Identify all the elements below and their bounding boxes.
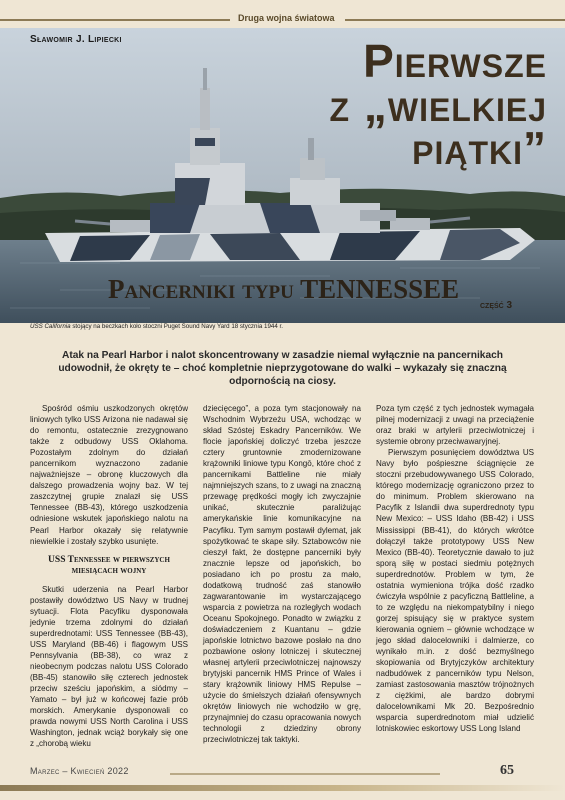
- page-number: 65: [500, 763, 514, 778]
- column-3: [376, 403, 534, 734]
- title-line-1: Pierwsze: [363, 35, 547, 87]
- paragraph: Spośród ośmiu uszkodzonych okrętów liniowych tylko USS Arizona nie nadawał się do remontu, ostatecznie zrezygnowano także z odbudowy USS Oklahoma. Pozostałym zdolnym do działań pancernikom wyznaczono zadanie najważniejsze – obronę kluczowych dla dalszego prowadzenia wojny baz. W tej zaszczytnej grupie znalazł się USS Tennessee (BB-43), którego uszkodzenia odniesione wskutek japońskiego nalotu na Pearl Harbor okazały się relatywnie niewielkie i zostały szybko usunięte.: [30, 404, 188, 546]
- author-name: Sławomir J. Lipiecki: [30, 34, 122, 45]
- caption-text: stojący na beczkach koło stoczni Puget Sound Navy Yard 18 stycznia 1944 r.: [70, 323, 283, 330]
- paragraph: Skutki uderzenia na Pearl Harbor postawiły dowództwo US Navy w trudnej sytuacji. Flota Pacyfiku dysponowała jedynie trzema zdolnymi do działań superdrednotami: USS Tennessee (BB-43), USS Maryland (BB-46) i flagowym USS Pennsylvania (BB-38), co wraz z nieobecnym podczas nalotu USS Colorado (BB-45) stanowiło siłę czterech jednostek przeciw sześciu japońskim, a siódmy – Yamato – był już w końcowej fazie prób morskich. Amerykanie dysponowali co prawda nowymi USS North Carolina i USS Washington, jednak wciąż borykały się one z „chorobą wieku: [30, 584, 188, 749]
- footer-rule: [170, 773, 440, 775]
- paragraph: dziecięcego”, a poza tym stacjonowały na Wschodnim Wybrzeżu USA, wchodząc w skład Szóstej Eskadry Pancerników. We flocie japońskiej doliczyć trzeba jeszcze cztery gruntownie zmodernizowane krążowniki liniowe typu Kongō, które choć z pancernikami Battleline nie miały najmniejszych szans, to z uwagi na znaczną przewagę prędkości mogły ich zwyczajnie unikać, skutecznie paraliżując amerykańskie linie komunikacyjne na Pacyfiku. Tym samym postawił dylemat, jak spożytkować te skape siły. Sztabowców nie cieszył fakt, że dostępne pancerniki były znacznie lepsze od japońskich, bo posiadano ich po prostu za mało, dodatkową trudność zaś stanowiło zagwarantowanie im wystarczającego wsparcia z powietrza na rozległych wodach Oceanu Spokojnego. Ponadto w związku z doświadczeniem z Kuantanu – gdzie japońskie lotnictwo bazowe posłało na dno pozbawione osłony lotniczej i skutecznej własnej artylerii przeciwlotniczej najnowszy brytyjski pancernik HMS Prince of Wales i stary krążownik liniowy HMS Repulse – użycie do śmielszych działań ofensywnych okrętów liniowych nie wchodziło w grę, przynajmniej do czasu opracowania nowych technologii z dziedziny obrony przeciwlotniczej tak taktyki.: [203, 404, 361, 745]
- issue-footer: [30, 766, 129, 776]
- section-label: Druga wojna światowa: [238, 13, 335, 23]
- part-label: część 3: [480, 300, 513, 311]
- photo-caption: [30, 323, 283, 330]
- issue-year: 2022: [107, 766, 129, 776]
- issue-months: Marzec – Kwiecień: [30, 766, 105, 776]
- bottom-rule: [0, 785, 565, 791]
- lead-paragraph: Atak na Pearl Harbor i nalot skoncentrowany w zasadzie niemal wyłącznie na pancernikach udowodnił, że okręty te – choć kompletnie nieprzygotowane do walki – wykazały się znaczną odpornością na ciosy.: [58, 350, 507, 387]
- article-title: [329, 35, 547, 175]
- column-2: [203, 403, 361, 745]
- caption-ship-name: USS California: [30, 323, 71, 330]
- title-line-2: z „wielkiej: [329, 78, 547, 131]
- section-subheading: USS Tennessee w pierwszych miesiącach wojny: [48, 554, 170, 576]
- paragraph: Pierwszym posunięciem dowództwa US Navy było pośpieszne ściągnięcie ze stoczni przebudowywanego USS Colorado, którego modernizację ograniczono przez to do minimum. Problem skierowano na Pacyfik z Islandii dwa superdrednoty typu New Mexico: – USS Idaho (BB-42) i USS Mississippi (BB-41), do których wkrótce dołączył także prototypowy USS New Mexico (BB-40). Teoretycznie dawało to już sporą siłę w postaci siedmiu potężnych superdrednotów. Problem w tym, że ostatnia wymieniona trójka dość rzadko ćwiczyła wspólnie z pacyficzną Battleline, a to ze względu na niekompatybilny i niego gorzej spisujący się w praktyce system kierowania ogniem – głównie wchodzące w jego skład dalocelowniki i dalmierze, co wynikało m.in. z dość bezmyślnego skopiowania od Brytyjczyków architektury nadbudówek z pancerników typu Nelson, zamiast zastosowania masztów trójnożnych z ciężkimi, ale bardzo dobrymi dalocelownikami Mk 20. Bezpośrednio wsparcia superdrednotom miał udzielić lotniskowiec eskortowy USS Long Island: [376, 448, 534, 734]
- paragraph: Poza tym część z tych jednostek wymagała pilnej modernizacji z uwagi na przeciążenie oraz braki w artylerii przeciwlotniczej i systemie obrony przeciwawaryjnej.: [376, 404, 534, 447]
- article-subtitle: Pancerniki typu TENNESSEE: [108, 274, 460, 304]
- column-1: [30, 403, 188, 749]
- title-line-3: piątki”: [412, 122, 547, 175]
